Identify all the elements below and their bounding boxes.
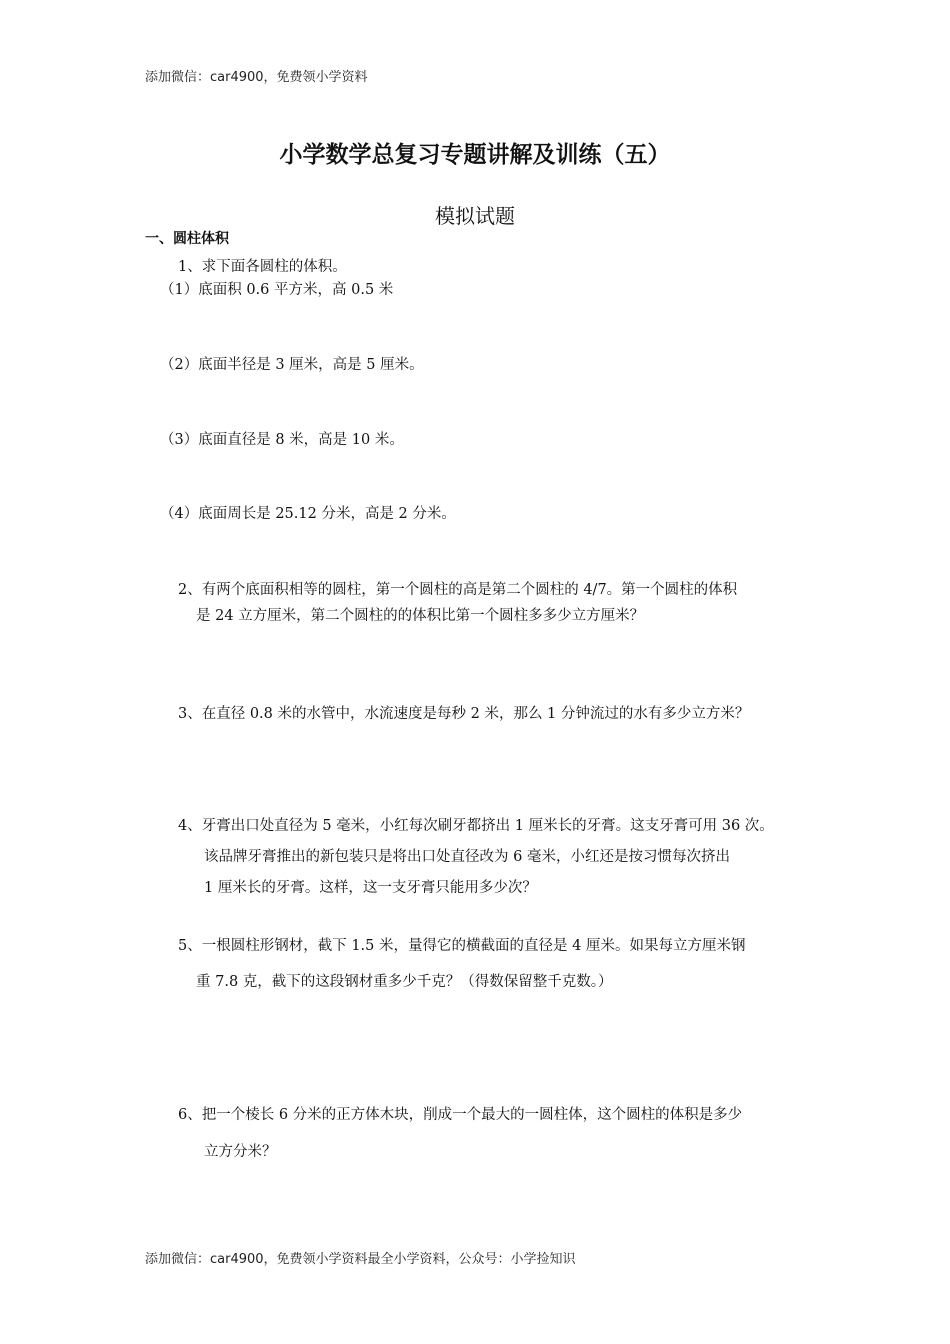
question-1-part-2: （2）底面半径是 3 厘米，高是 5 厘米。 [160,357,424,373]
question-1-part-1: （1）底面积 0.6 平方米，高 0.5 米 [160,282,394,298]
question-4-line-3: 1 厘米长的牙膏。这样，这一支牙膏只能用多少次？ [204,880,537,896]
question-1-stem: 1、求下面各圆柱的体积。 [178,259,347,275]
question-6-line-2: 立方分米？ [204,1144,277,1160]
header-note: 添加微信：car4900，免费领小学资料 [145,70,368,85]
question-3-line-1: 3、在直径 0.8 米的水管中，水流速度是每秒 2 米，那么 1 分钟流过的水有多少立方米？ [178,706,750,722]
question-4-line-1: 4、牙膏出口处直径为 5 毫米，小红每次刷牙都挤出 1 厘米长的牙膏。这支牙膏可用 36 次。 [178,818,774,834]
section-heading: 一、圆柱体积 [145,231,229,247]
footer-note: 添加微信：car4900，免费领小学资料最全小学资料，公众号：小学捡知识 [145,1252,576,1267]
question-2-line-2: 是 24 立方厘米，第二个圆柱的的体积比第一个圆柱多多少立方厘米？ [196,608,645,624]
page-title: 小学数学总复习专题讲解及训练（五） [279,142,671,168]
question-1-part-4: （4）底面周长是 25.12 分米，高是 2 分米。 [160,506,456,522]
page-subtitle: 模拟试题 [435,204,515,228]
question-4-line-2: 该品牌牙膏推出的新包装只是将出口处直径改为 6 毫米，小红还是按习惯每次挤出 [204,849,730,865]
question-2-line-1: 2、有两个底面积相等的圆柱，第一个圆柱的高是第二个圆柱的 4/7。第一个圆柱的体积 [178,582,738,598]
question-1-part-3: （3）底面直径是 8 米，高是 10 米。 [160,432,404,448]
question-6-line-1: 6、把一个棱长 6 分米的正方体木块，削成一个最大的一圆柱体，这个圆柱的体积是多少 [178,1107,743,1123]
question-5-line-2: 重 7.8 克，截下的这段钢材重多少千克？（得数保留整千克数。） [196,974,613,990]
question-5-line-1: 5、一根圆柱形钢材，截下 1.5 米，量得它的横截面的直径是 4 厘米。如果每立方厘米钢 [178,938,746,954]
